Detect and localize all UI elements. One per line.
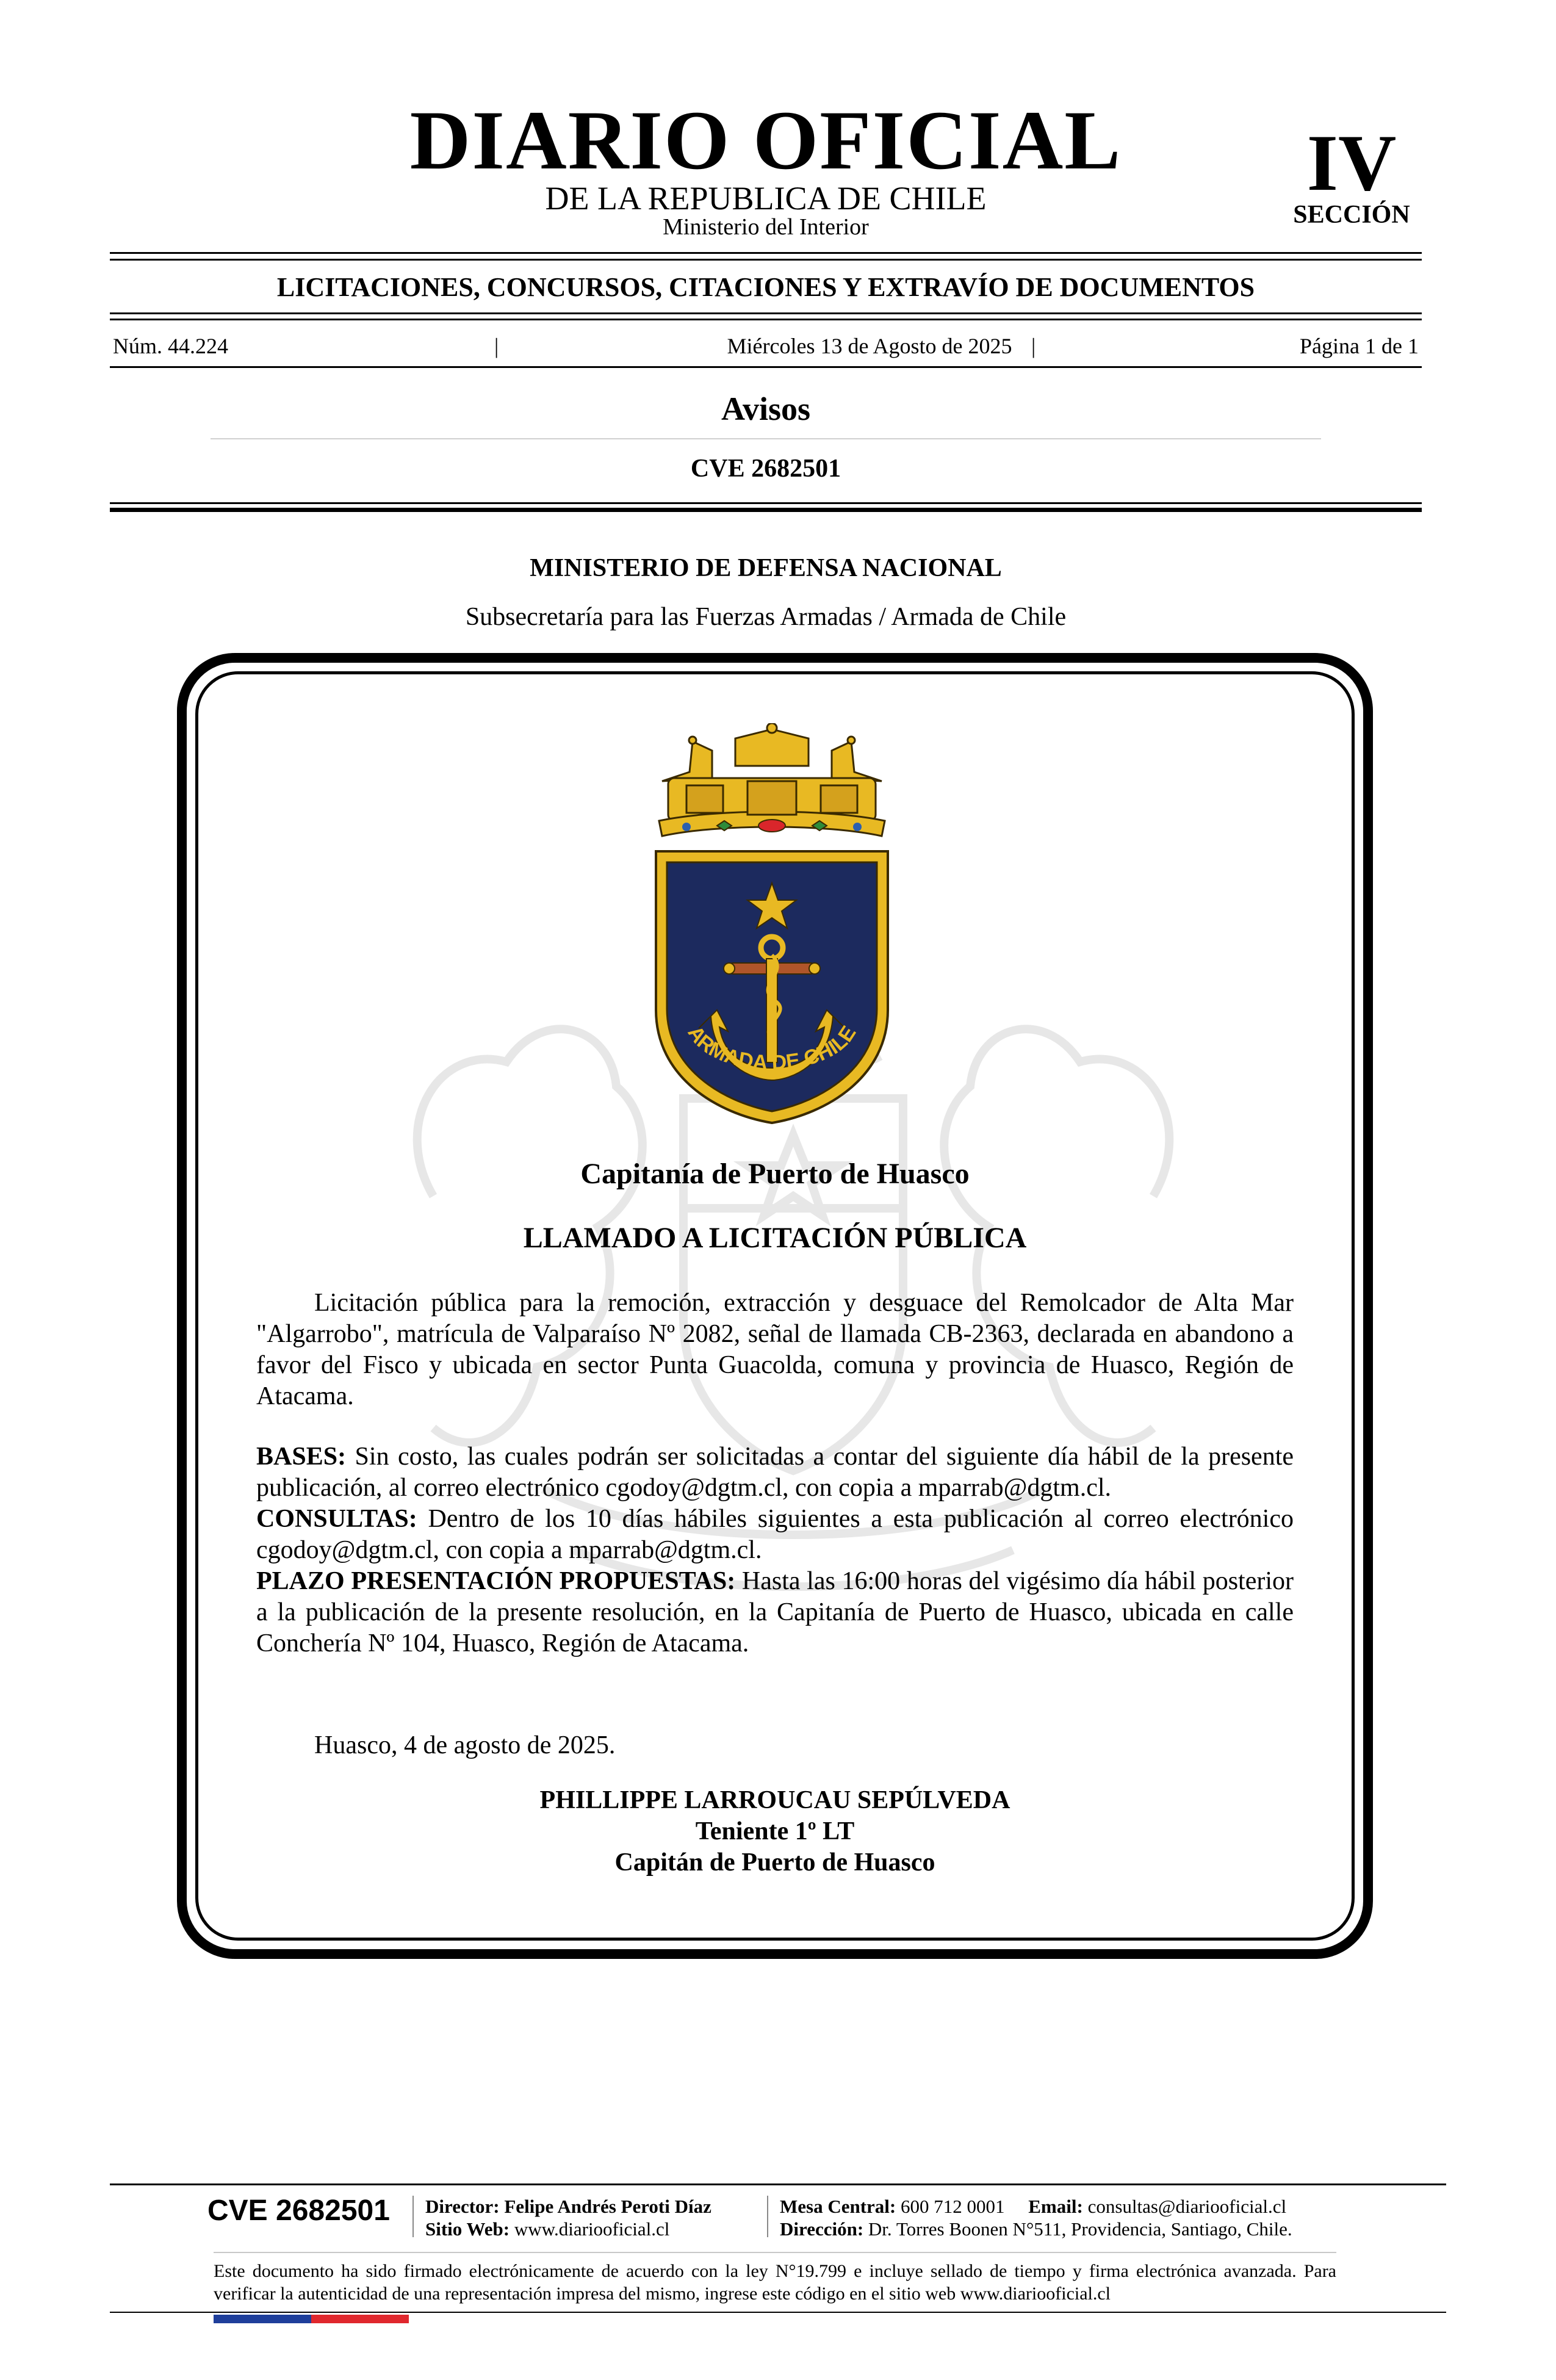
- footer-cve-code: CVE 2682501: [207, 2194, 390, 2227]
- site-label: Sitio Web:: [425, 2218, 510, 2240]
- place-and-date: Huasco, 4 de agosto de 2025.: [314, 1731, 616, 1759]
- issue-separator: |: [1031, 334, 1036, 358]
- notice-rule-top: [110, 502, 1422, 504]
- section-label: SECCIÓN: [1293, 201, 1410, 229]
- crest-text: ARMADA DE CHILE: [683, 1022, 861, 1075]
- category-rule-top: [110, 312, 1422, 314]
- bases-text: Sin costo, las cuales podrán ser solicitadas a contar del siguiente día hábil de la presente publicación, al correo electrónico cgodoy@dgtm.cl, con copia a mparrab@dgtm.cl.: [256, 1443, 1294, 1502]
- flag-stripe-blue: [214, 2315, 311, 2323]
- issue-date: Miércoles 13 de Agosto de 2025: [727, 334, 1012, 358]
- signer-name: PHILLIPPE LARROUCAU SEPÚLVEDA: [539, 1786, 1010, 1814]
- footer-rule-top: [110, 2183, 1446, 2185]
- email-link[interactable]: consultas@diariooficial.cl: [1087, 2196, 1287, 2217]
- notice-heading: Avisos: [721, 391, 811, 427]
- signer-rank: Teniente 1º LT: [695, 1817, 855, 1845]
- address-value: Dr. Torres Boonen N°511, Providencia, Santiago, Chile.: [868, 2218, 1292, 2240]
- footer-director: [425, 2195, 711, 2218]
- masthead: [110, 93, 1422, 256]
- footer-mid-rule: [214, 2252, 1336, 2253]
- director-label: Director:: [425, 2196, 500, 2217]
- footer-divider: [767, 2196, 768, 2237]
- issuing-ministry: MINISTERIO DE DEFENSA NACIONAL: [530, 554, 1002, 582]
- footer-rule-bottom: [110, 2312, 1446, 2313]
- issuing-subsecretariat: Subsecretaría para las Fuerzas Armadas / Armada de Chile: [465, 603, 1067, 631]
- site-link[interactable]: www.diariooficial.cl: [514, 2218, 670, 2240]
- consultas-label: CONSULTAS:: [256, 1505, 417, 1533]
- email-label: Email:: [1028, 2196, 1083, 2217]
- tender-call-title: LLAMADO A LICITACIÓN PÚBLICA: [523, 1222, 1027, 1254]
- footer-contact: [780, 2195, 1286, 2218]
- notice-rule-bottom: [110, 508, 1422, 512]
- director-value: Felipe Andrés Peroti Díaz: [504, 2196, 711, 2217]
- tender-description: Licitación pública para la remoción, extracción y desguace del Remolcador de Alta Mar "Algarrobo", matrícula de Valparaíso Nº 2082, señal de llamada CB-2363, declarada en abandono a favor del Fisco y ubicada en sector Punta Guacolda, comuna y provincia de Huasco, Región de Atacama.: [256, 1289, 1294, 1410]
- newspaper-title: DIARIO OFICIAL: [409, 93, 1122, 187]
- flag-stripe-red: [311, 2315, 409, 2323]
- masthead-rule-bottom: [110, 259, 1422, 261]
- address-label: Dirección:: [780, 2218, 864, 2240]
- plazo-text: Hasta las 16:00 horas del vigésimo día hábil posterior a la publicación de la presente resolución, en la Capitanía de Puerto de Huasco, ubicada en calle Conchería Nº 104, Huasco, Región de Atacama.: [256, 1567, 1294, 1657]
- section-number: IV: [1306, 118, 1397, 207]
- issue-separator: |: [494, 334, 499, 358]
- newspaper-subtitle: DE LA REPUBLICA DE CHILE: [545, 180, 987, 217]
- tender-terms: [256, 1441, 1294, 1659]
- issue-rule: [110, 366, 1422, 368]
- page-count: Página 1 de 1: [1300, 334, 1419, 358]
- phone-label: Mesa Central:: [780, 2196, 896, 2217]
- issue-number: Núm. 44.224: [113, 334, 228, 358]
- signer-title: Capitán de Puerto de Huasco: [614, 1848, 935, 1877]
- consultas-text: Dentro de los 10 días hábiles siguientes a esta publicación al correo electrónico cgodoy@dgtm.cl, con copia a mparrab@dgtm.cl.: [256, 1505, 1294, 1564]
- signature-notice: Este documento ha sido firmado electrónicamente de acuerdo con la ley N°19.799 e incluye sellado de tiempo y firma electrónica avanzada. Para verificar la autenticidad de una representación impresa del mismo, ingrese este código en el sitio web www.diariooficial.cl: [214, 2261, 1336, 2304]
- masthead-rule-top: [110, 252, 1422, 254]
- notice-cve: CVE 2682501: [690, 455, 841, 483]
- footer-website: [425, 2218, 669, 2240]
- bases-label: BASES:: [256, 1443, 347, 1471]
- notice-heading-divider: [211, 438, 1321, 439]
- category-rule-bottom: [110, 319, 1422, 320]
- plazo-label: PLAZO PRESENTACIÓN PROPUESTAS:: [256, 1567, 736, 1595]
- footer-divider: [412, 2196, 414, 2237]
- section-category: LICITACIONES, CONCURSOS, CITACIONES Y EXTRAVÍO DE DOCUMENTOS: [276, 272, 1255, 302]
- port-authority-title: Capitanía de Puerto de Huasco: [580, 1158, 970, 1190]
- footer-address: [780, 2218, 1292, 2240]
- phone-value: 600 712 0001: [901, 2196, 1005, 2217]
- masthead-ministry: Ministerio del Interior: [663, 214, 869, 240]
- armada-de-chile-crest: [644, 723, 900, 1126]
